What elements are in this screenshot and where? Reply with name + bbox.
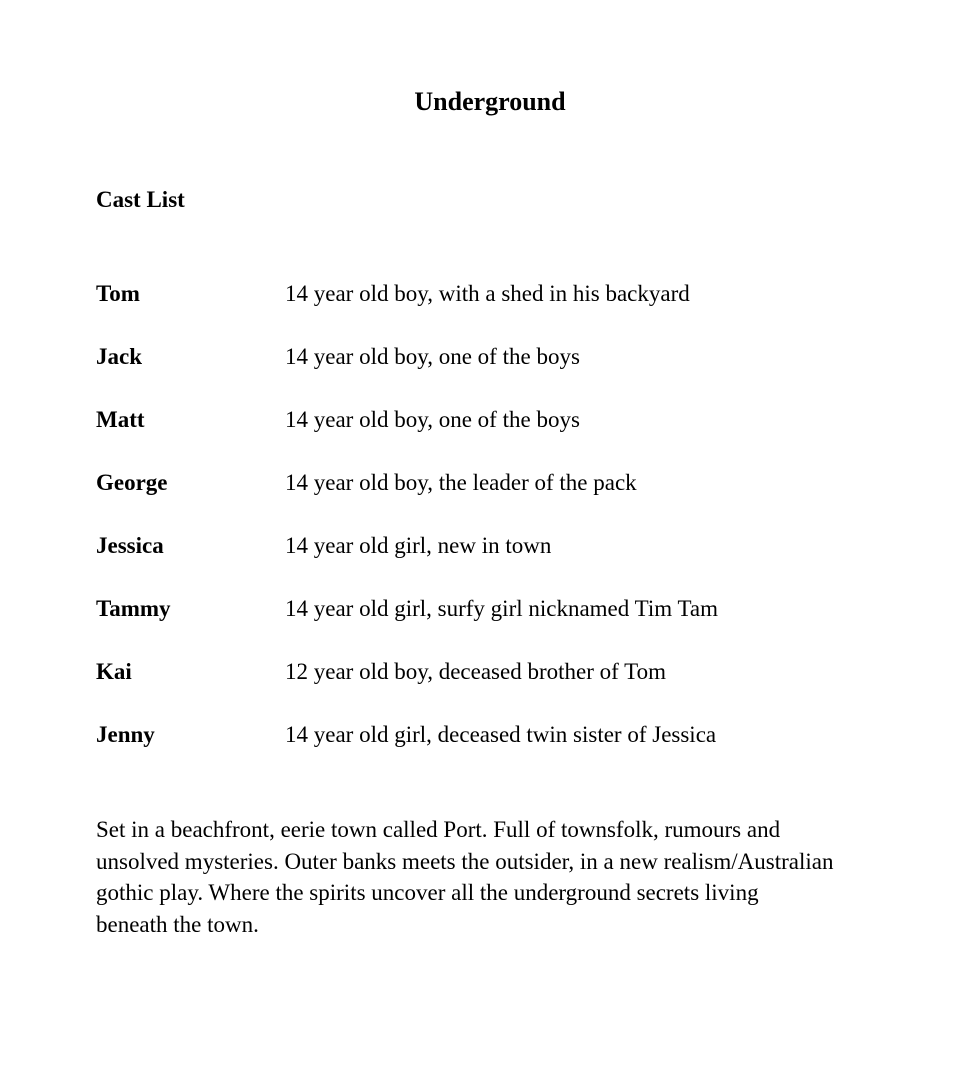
- cast-name: Tammy: [96, 596, 171, 621]
- cast-row: [96, 278, 896, 341]
- cast-description: 14 year old girl, deceased twin sister of Jessica: [285, 722, 717, 747]
- cast-name: George: [96, 470, 168, 495]
- document-title: Underground: [414, 87, 566, 116]
- cast-name: Jenny: [96, 722, 155, 747]
- cast-name: Tom: [96, 281, 140, 306]
- cast-row: [96, 467, 896, 530]
- cast-row: [96, 719, 896, 782]
- cast-row: [96, 656, 896, 719]
- cast-description: 14 year old girl, surfy girl nicknamed Tim Tam: [285, 596, 719, 621]
- synopsis-line: Set in a beachfront, eerie town called Port. Full of townsfolk, rumours and: [96, 817, 781, 842]
- cast-description: 14 year old girl, new in town: [285, 533, 552, 558]
- cast-name: Kai: [96, 659, 132, 684]
- synopsis-line: unsolved mysteries. Outer banks meets the outsider, in a new realism/Australian: [96, 848, 834, 874]
- cast-description: 14 year old boy, with a shed in his backyard: [285, 281, 690, 306]
- cast-description: 14 year old boy, one of the boys: [285, 344, 580, 369]
- cast-list-heading: Cast List: [96, 187, 185, 212]
- cast-row: [96, 593, 896, 656]
- cast-name: Jack: [96, 344, 142, 369]
- synopsis-line: beneath the town.: [96, 911, 259, 937]
- synopsis-line: gothic play. Where the spirits uncover all the underground secrets living: [96, 880, 759, 905]
- cast-description: 14 year old boy, the leader of the pack: [285, 470, 637, 495]
- cast-name: Matt: [96, 407, 145, 432]
- cast-row: [96, 341, 896, 404]
- cast-description: 14 year old boy, one of the boys: [285, 407, 580, 432]
- cast-list: [96, 278, 896, 782]
- cast-row: [96, 404, 896, 467]
- cast-row: [96, 530, 896, 593]
- cast-description: 12 year old boy, deceased brother of Tom: [285, 659, 666, 684]
- cast-name: Jessica: [96, 533, 164, 558]
- synopsis-paragraph: [96, 814, 896, 940]
